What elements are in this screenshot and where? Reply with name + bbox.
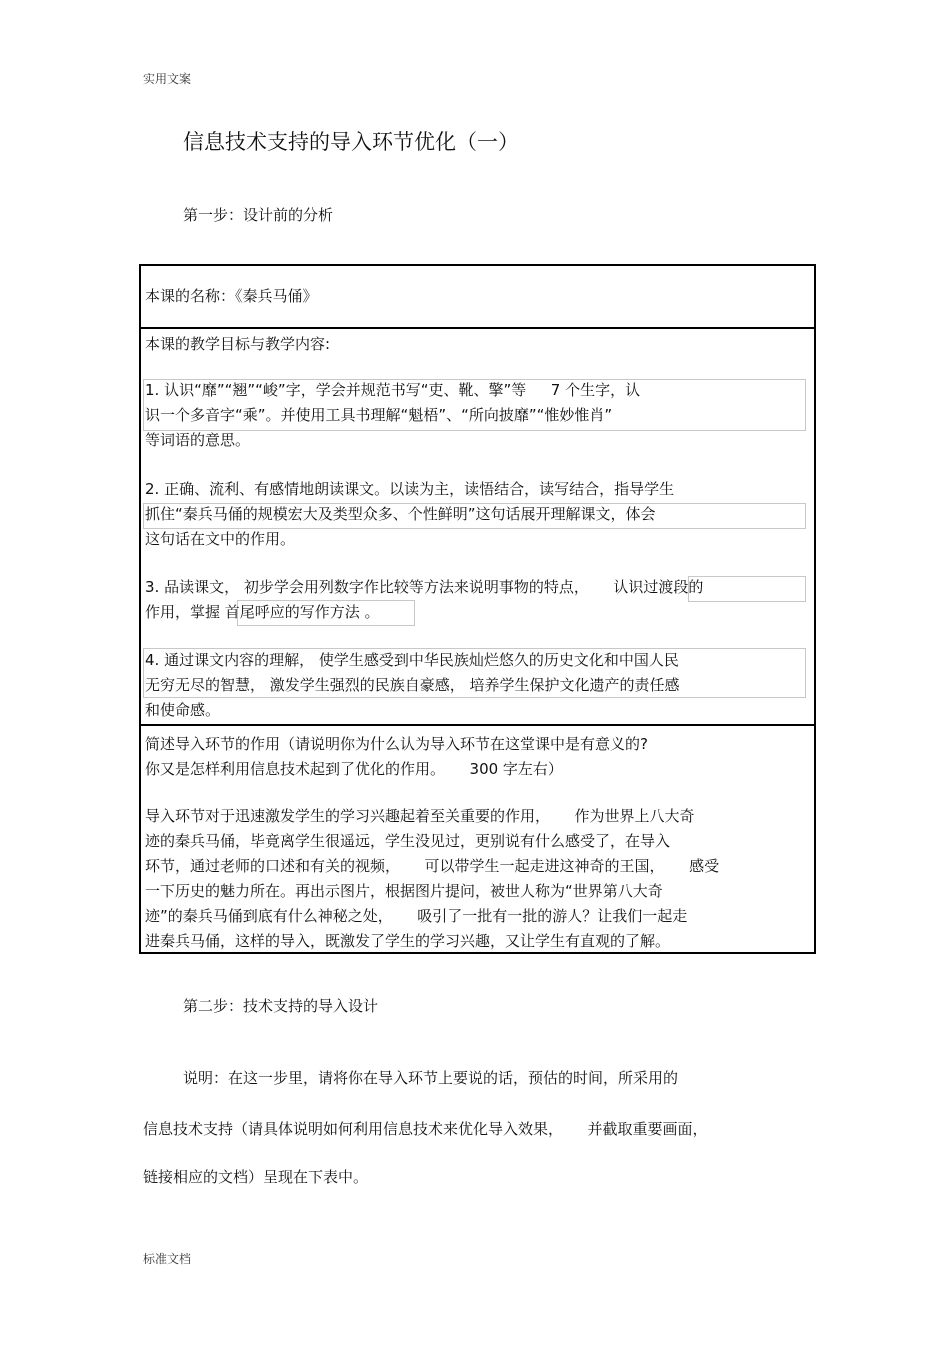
note-line-2: 信息技术支持（请具体说明如何利用信息技术来优化导入效果， 并截取重要画面， <box>143 1120 708 1138</box>
row-divider <box>141 327 814 329</box>
objective-item-4: 4. 通过课文内容的理解， 使学生感受到中华民族灿烂悠久的历史文化和中国人民 无穷无尽的智慧， 激发学生强烈的民族自豪感， 培养学生保护文化遗产的责任感 和使命感。 <box>145 651 680 719</box>
analysis-table <box>139 264 816 954</box>
objectives-heading: 本课的教学目标与教学内容: <box>145 335 331 353</box>
intro-question: 简述导入环节的作用（请说明你为什么认为导入环节在这堂课中是有意义的? 你又是怎样利用信息技术起到了优化的作用。 300 字左右） <box>145 735 648 778</box>
step1-heading: 第一步：设计前的分析 <box>183 206 334 224</box>
lesson-name: 本课的名称：《秦兵马俑》 <box>145 287 318 305</box>
document-title: 信息技术支持的导入环节优化（一） <box>183 130 519 154</box>
page-header: 实用文案 <box>143 72 192 86</box>
page-footer: 标准文档 <box>143 1252 192 1266</box>
objective-item-3: 3. 品读课文， 初步学会用列数字作比较等方法来说明事物的特点， 认识过渡段的 作用，掌握 首尾呼应的写作方法 。 <box>145 578 704 621</box>
objective-item-2: 2. 正确、流利、有感情地朗读课文。以读为主，读悟结合，读写结合，指导学生 抓住“秦兵马俑的规模宏大及类型众多、个性鲜明”这句话展开理解课文，体会 这句话在文中的作用。 <box>145 480 675 548</box>
objective-item-1: 1. 认识“靡”“翘”“峻”字，学会并规范书写“吏、靴、擎”等 7 个生字，认 识一个多音字“乘”。并使用工具书理解“魁梧”、“所向披靡”“惟妙惟肖” 等词语的意思。 <box>145 381 641 449</box>
intro-answer: 导入环节对于迅速激发学生的学习兴趣起着至关重要的作用， 作为世界上八大奇 迹的秦兵马俑，毕竟离学生很遥远，学生没见过，更别说有什么感受了，在导入 环节，通过老师的口述和有关的视频， 可以带学生一起走进这神奇的王国， 感受 一下历史的魅力所在。再出示图片，根据图片提问，被世人称为“世界第八大奇 迹”的秦兵马俑到底有什么神秘之处， 吸引了一批有一批的游人？让我们一起走 进秦兵马俑，这样的导入，既激发了学生的学习兴趣，又让学生有直观的了解。 <box>145 807 720 950</box>
row-divider <box>141 724 814 726</box>
note-line-3: 链接相应的文档）呈现在下表中。 <box>143 1168 369 1186</box>
note-line-1: 说明：在这一步里，请将你在导入环节上要说的话，预估的时间，所采用的 <box>183 1069 679 1087</box>
step2-heading: 第二步：技术支持的导入设计 <box>183 997 379 1015</box>
text-frame <box>688 576 806 602</box>
